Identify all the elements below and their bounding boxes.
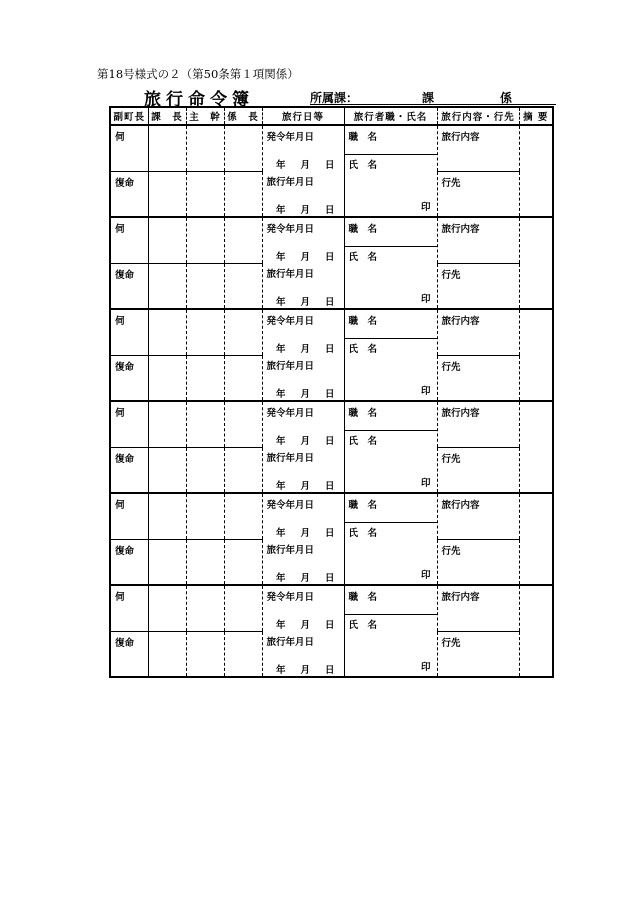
shukan-fukumei-cell[interactable]: [186, 171, 224, 217]
kachou-fukumei-cell[interactable]: [148, 631, 186, 677]
year-char: 年: [275, 436, 287, 447]
shoku-label: 職 名: [348, 224, 378, 235]
ryokou-date: [263, 188, 344, 216]
kachou-seal-cell[interactable]: [148, 585, 186, 631]
shoku-shimei-cell[interactable]: [344, 493, 437, 539]
ikisaki-cell[interactable]: [437, 355, 519, 401]
ukagai-row: [110, 493, 553, 539]
ikisaki-cell[interactable]: [437, 539, 519, 585]
ukagai-row: [110, 401, 553, 447]
shoku-shimei-cell[interactable]: [344, 125, 437, 171]
tekiyou-cell[interactable]: [519, 401, 553, 493]
month-char: 月: [300, 389, 311, 400]
fukumei-label: 復命: [115, 545, 135, 557]
ukagai-label: 伺: [115, 592, 125, 603]
naiyou-label: 旅行内容: [441, 500, 480, 511]
hatsurei-label: 発令年月日: [266, 500, 315, 511]
shoku-label: 職 名: [348, 316, 378, 327]
ukagai-row: [110, 217, 553, 263]
fukumei-row: [110, 447, 553, 493]
naiyou-cell[interactable]: [437, 309, 519, 355]
seal-mark: 印: [420, 662, 431, 673]
kachou-seal-cell[interactable]: [148, 125, 186, 171]
hatsurei-date: [263, 603, 344, 631]
ka-label: 課: [422, 91, 435, 105]
fukumei-label-cell: [110, 447, 148, 493]
fukumei-label-cell: [110, 539, 148, 585]
ukagai-label-cell: [110, 493, 148, 539]
ukagai-label: 伺: [115, 132, 125, 143]
fukumei-label-cell: [110, 631, 148, 677]
hatsurei-label: 発令年月日: [266, 132, 315, 143]
month-char: 月: [300, 160, 311, 171]
fukumei-label: 復命: [115, 361, 135, 373]
month-char: 月: [300, 344, 311, 355]
month-char: 月: [300, 620, 311, 631]
kachou-fukumei-cell[interactable]: [148, 539, 186, 585]
ryokounengappi-cell[interactable]: [262, 171, 344, 217]
naiyou-label: 旅行内容: [441, 224, 480, 235]
kakarichou-seal-cell[interactable]: [224, 401, 262, 447]
day-char: 日: [324, 573, 336, 584]
month-char: 月: [300, 436, 311, 447]
shoku-shimei-cell[interactable]: [344, 585, 437, 631]
seal-cell[interactable]: [344, 539, 437, 585]
shukan-fukumei-cell[interactable]: [186, 447, 224, 493]
tekiyou-cell[interactable]: [519, 493, 553, 585]
fukumei-label: 復命: [115, 637, 135, 649]
naiyou-cell[interactable]: [437, 493, 519, 539]
ukagai-label: 伺: [115, 316, 125, 327]
day-char: 日: [324, 665, 336, 676]
kakarichou-fukumei-cell[interactable]: [224, 447, 262, 493]
hatsurei-date: [263, 143, 344, 171]
shimei-label: 氏 名: [348, 344, 378, 355]
kachou-seal-cell[interactable]: [148, 401, 186, 447]
fukumei-label: 復命: [115, 453, 135, 465]
col-tekiyou: 摘 要: [519, 107, 553, 125]
tekiyou-cell[interactable]: [519, 125, 553, 217]
seal-mark: 印: [420, 570, 431, 581]
ukagai-label-cell: [110, 217, 148, 263]
naiyou-label: 旅行内容: [441, 408, 480, 419]
ukagai-row: [110, 585, 553, 631]
hatsurei-date: [263, 419, 344, 447]
ikisaki-label: 行先: [441, 177, 461, 189]
col-naiyou: 旅行内容・行先: [437, 107, 519, 125]
shimei-label: 氏 名: [348, 436, 378, 447]
kakarichou-seal-cell[interactable]: [224, 217, 262, 263]
shukan-fukumei-cell[interactable]: [186, 539, 224, 585]
ukagai-label: 伺: [115, 224, 125, 235]
shoku-divider: [345, 522, 437, 523]
month-char: 月: [300, 205, 311, 216]
naiyou-cell[interactable]: [437, 217, 519, 263]
hatsurei-date: [263, 327, 344, 355]
hatsurei-cell[interactable]: [262, 493, 344, 539]
seal-cell[interactable]: [344, 171, 437, 217]
naiyou-label: 旅行内容: [441, 592, 480, 603]
day-char: 日: [324, 620, 336, 631]
ikisaki-label: 行先: [441, 361, 461, 373]
fukumei-label: 復命: [115, 177, 135, 189]
tekiyou-cell[interactable]: [519, 309, 553, 401]
seal-mark: 印: [420, 386, 431, 397]
month-char: 月: [300, 252, 311, 263]
ikisaki-cell[interactable]: [437, 631, 519, 677]
department-label: 所属課：: [310, 91, 359, 105]
hatsurei-date: [263, 511, 344, 539]
shoku-shimei-cell[interactable]: [344, 217, 437, 263]
kakarichou-fukumei-cell[interactable]: [224, 171, 262, 217]
shukan-seal-cell[interactable]: [186, 401, 224, 447]
shukan-fukumei-cell[interactable]: [186, 631, 224, 677]
hatsurei-cell[interactable]: [262, 401, 344, 447]
header-row: [110, 107, 553, 125]
month-char: 月: [300, 297, 311, 308]
col-fukuchoucho: 副町長: [110, 107, 148, 125]
col-shukan: 主 幹: [186, 107, 224, 125]
hatsurei-label: 発令年月日: [266, 316, 315, 327]
ryokounengappi-cell[interactable]: [262, 539, 344, 585]
ryokounengappi-cell[interactable]: [262, 355, 344, 401]
day-char: 日: [324, 205, 336, 216]
ryokou-date: [263, 372, 344, 400]
shukan-seal-cell[interactable]: [186, 493, 224, 539]
seal-cell[interactable]: [344, 631, 437, 677]
ryokounengappi-label: 旅行年月日: [266, 361, 315, 372]
ryokounengappi-label: 旅行年月日: [266, 453, 315, 464]
day-char: 日: [324, 481, 336, 492]
seal-cell[interactable]: [344, 263, 437, 309]
shoku-divider: [345, 430, 437, 431]
shukan-seal-cell[interactable]: [186, 125, 224, 171]
kakarichou-seal-cell[interactable]: [224, 493, 262, 539]
col-kakarichou: 係 長: [224, 107, 262, 125]
fukumei-label: 復命: [115, 269, 135, 281]
year-char: 年: [275, 389, 287, 400]
tekiyou-cell[interactable]: [519, 585, 553, 677]
shimei-label: 氏 名: [348, 252, 378, 263]
ryokounengappi-label: 旅行年月日: [266, 545, 315, 556]
day-char: 日: [324, 297, 336, 308]
naiyou-label: 旅行内容: [441, 132, 480, 143]
year-char: 年: [275, 573, 287, 584]
fukumei-row: [110, 171, 553, 217]
kachou-seal-cell[interactable]: [148, 217, 186, 263]
shoku-divider: [345, 154, 437, 155]
shukan-fukumei-cell[interactable]: [186, 263, 224, 309]
fukumei-label-cell: [110, 355, 148, 401]
kakarichou-seal-cell[interactable]: [224, 585, 262, 631]
fukumei-row: [110, 263, 553, 309]
col-ryokousha: 旅行者職・氏名: [344, 107, 437, 125]
seal-mark: 印: [420, 294, 431, 305]
shukan-seal-cell[interactable]: [186, 585, 224, 631]
fukumei-row: [110, 539, 553, 585]
shoku-label: 職 名: [348, 132, 378, 143]
ryokou-date: [263, 464, 344, 492]
year-char: 年: [275, 620, 287, 631]
tekiyou-cell[interactable]: [519, 217, 553, 309]
ikisaki-label: 行先: [441, 269, 461, 281]
ikisaki-label: 行先: [441, 545, 461, 557]
ukagai-label-cell: [110, 585, 148, 631]
ryokounengappi-label: 旅行年月日: [266, 637, 315, 648]
seal-mark: 印: [420, 202, 431, 213]
col-ryokoubi: 旅行日等: [262, 107, 344, 125]
travel-order-table: [109, 106, 554, 678]
form-number: 第18号様式の２（第50条第１項関係）: [97, 67, 299, 81]
kakarichou-fukumei-cell[interactable]: [224, 355, 262, 401]
hatsurei-cell[interactable]: [262, 217, 344, 263]
shukan-fukumei-cell[interactable]: [186, 355, 224, 401]
ukagai-label-cell: [110, 125, 148, 171]
naiyou-cell[interactable]: [437, 125, 519, 171]
fukumei-label-cell: [110, 171, 148, 217]
day-char: 日: [324, 160, 336, 171]
year-char: 年: [275, 344, 287, 355]
shoku-label: 職 名: [348, 592, 378, 603]
page-title: 旅行命令簿: [144, 90, 254, 110]
hatsurei-label: 発令年月日: [266, 224, 315, 235]
day-char: 日: [324, 344, 336, 355]
year-char: 年: [275, 528, 287, 539]
kakarichou-fukumei-cell[interactable]: [224, 631, 262, 677]
shukan-seal-cell[interactable]: [186, 217, 224, 263]
ryokounengappi-cell[interactable]: [262, 263, 344, 309]
kakari-label: 係: [500, 91, 513, 105]
kachou-fukumei-cell[interactable]: [148, 171, 186, 217]
month-char: 月: [300, 665, 311, 676]
kachou-fukumei-cell[interactable]: [148, 263, 186, 309]
ryokou-date: [263, 648, 344, 676]
shoku-shimei-cell[interactable]: [344, 309, 437, 355]
month-char: 月: [300, 481, 311, 492]
hatsurei-cell[interactable]: [262, 585, 344, 631]
year-char: 年: [275, 252, 287, 263]
shoku-label: 職 名: [348, 500, 378, 511]
ikisaki-cell[interactable]: [437, 263, 519, 309]
year-char: 年: [275, 160, 287, 171]
shoku-label: 職 名: [348, 408, 378, 419]
kachou-fukumei-cell[interactable]: [148, 447, 186, 493]
kakarichou-seal-cell[interactable]: [224, 125, 262, 171]
ukagai-label-cell: [110, 401, 148, 447]
shukan-seal-cell[interactable]: [186, 309, 224, 355]
seal-cell[interactable]: [344, 355, 437, 401]
naiyou-cell[interactable]: [437, 585, 519, 631]
year-char: 年: [275, 665, 287, 676]
ikisaki-label: 行先: [441, 637, 461, 649]
naiyou-cell[interactable]: [437, 401, 519, 447]
year-char: 年: [275, 297, 287, 308]
ukagai-label: 伺: [115, 500, 125, 511]
ikisaki-label: 行先: [441, 453, 461, 465]
hatsurei-date: [263, 235, 344, 263]
ikisaki-cell[interactable]: [437, 171, 519, 217]
ryokounengappi-cell[interactable]: [262, 631, 344, 677]
ryokounengappi-cell[interactable]: [262, 447, 344, 493]
kachou-seal-cell[interactable]: [148, 493, 186, 539]
ryokounengappi-label: 旅行年月日: [266, 269, 315, 280]
kakarichou-fukumei-cell[interactable]: [224, 539, 262, 585]
seal-mark: 印: [420, 478, 431, 489]
day-char: 日: [324, 252, 336, 263]
kakarichou-fukumei-cell[interactable]: [224, 263, 262, 309]
seal-cell[interactable]: [344, 447, 437, 493]
shimei-label: 氏 名: [348, 620, 378, 631]
fukumei-row: [110, 355, 553, 401]
shoku-divider: [345, 614, 437, 615]
kakarichou-seal-cell[interactable]: [224, 309, 262, 355]
shimei-label: 氏 名: [348, 528, 378, 539]
shoku-divider: [345, 338, 437, 339]
hatsurei-label: 発令年月日: [266, 592, 315, 603]
shimei-label: 氏 名: [348, 160, 378, 171]
fukumei-label-cell: [110, 263, 148, 309]
ukagai-row: [110, 309, 553, 355]
kachou-fukumei-cell[interactable]: [148, 355, 186, 401]
hatsurei-cell[interactable]: [262, 309, 344, 355]
hatsurei-cell[interactable]: [262, 125, 344, 171]
ryokou-date: [263, 280, 344, 308]
hatsurei-label: 発令年月日: [266, 408, 315, 419]
ukagai-row: [110, 125, 553, 171]
year-char: 年: [275, 481, 287, 492]
day-char: 日: [324, 436, 336, 447]
col-kachou: 課 長: [148, 107, 186, 125]
naiyou-label: 旅行内容: [441, 316, 480, 327]
ukagai-label: 伺: [115, 408, 125, 419]
day-char: 日: [324, 528, 336, 539]
ukagai-label-cell: [110, 309, 148, 355]
year-char: 年: [275, 205, 287, 216]
department-underline: [310, 104, 556, 105]
day-char: 日: [324, 389, 336, 400]
fukumei-row: [110, 631, 553, 677]
ryokou-date: [263, 556, 344, 584]
shoku-shimei-cell[interactable]: [344, 401, 437, 447]
kachou-seal-cell[interactable]: [148, 309, 186, 355]
shoku-divider: [345, 246, 437, 247]
ikisaki-cell[interactable]: [437, 447, 519, 493]
month-char: 月: [300, 573, 311, 584]
month-char: 月: [300, 528, 311, 539]
ryokounengappi-label: 旅行年月日: [266, 177, 315, 188]
